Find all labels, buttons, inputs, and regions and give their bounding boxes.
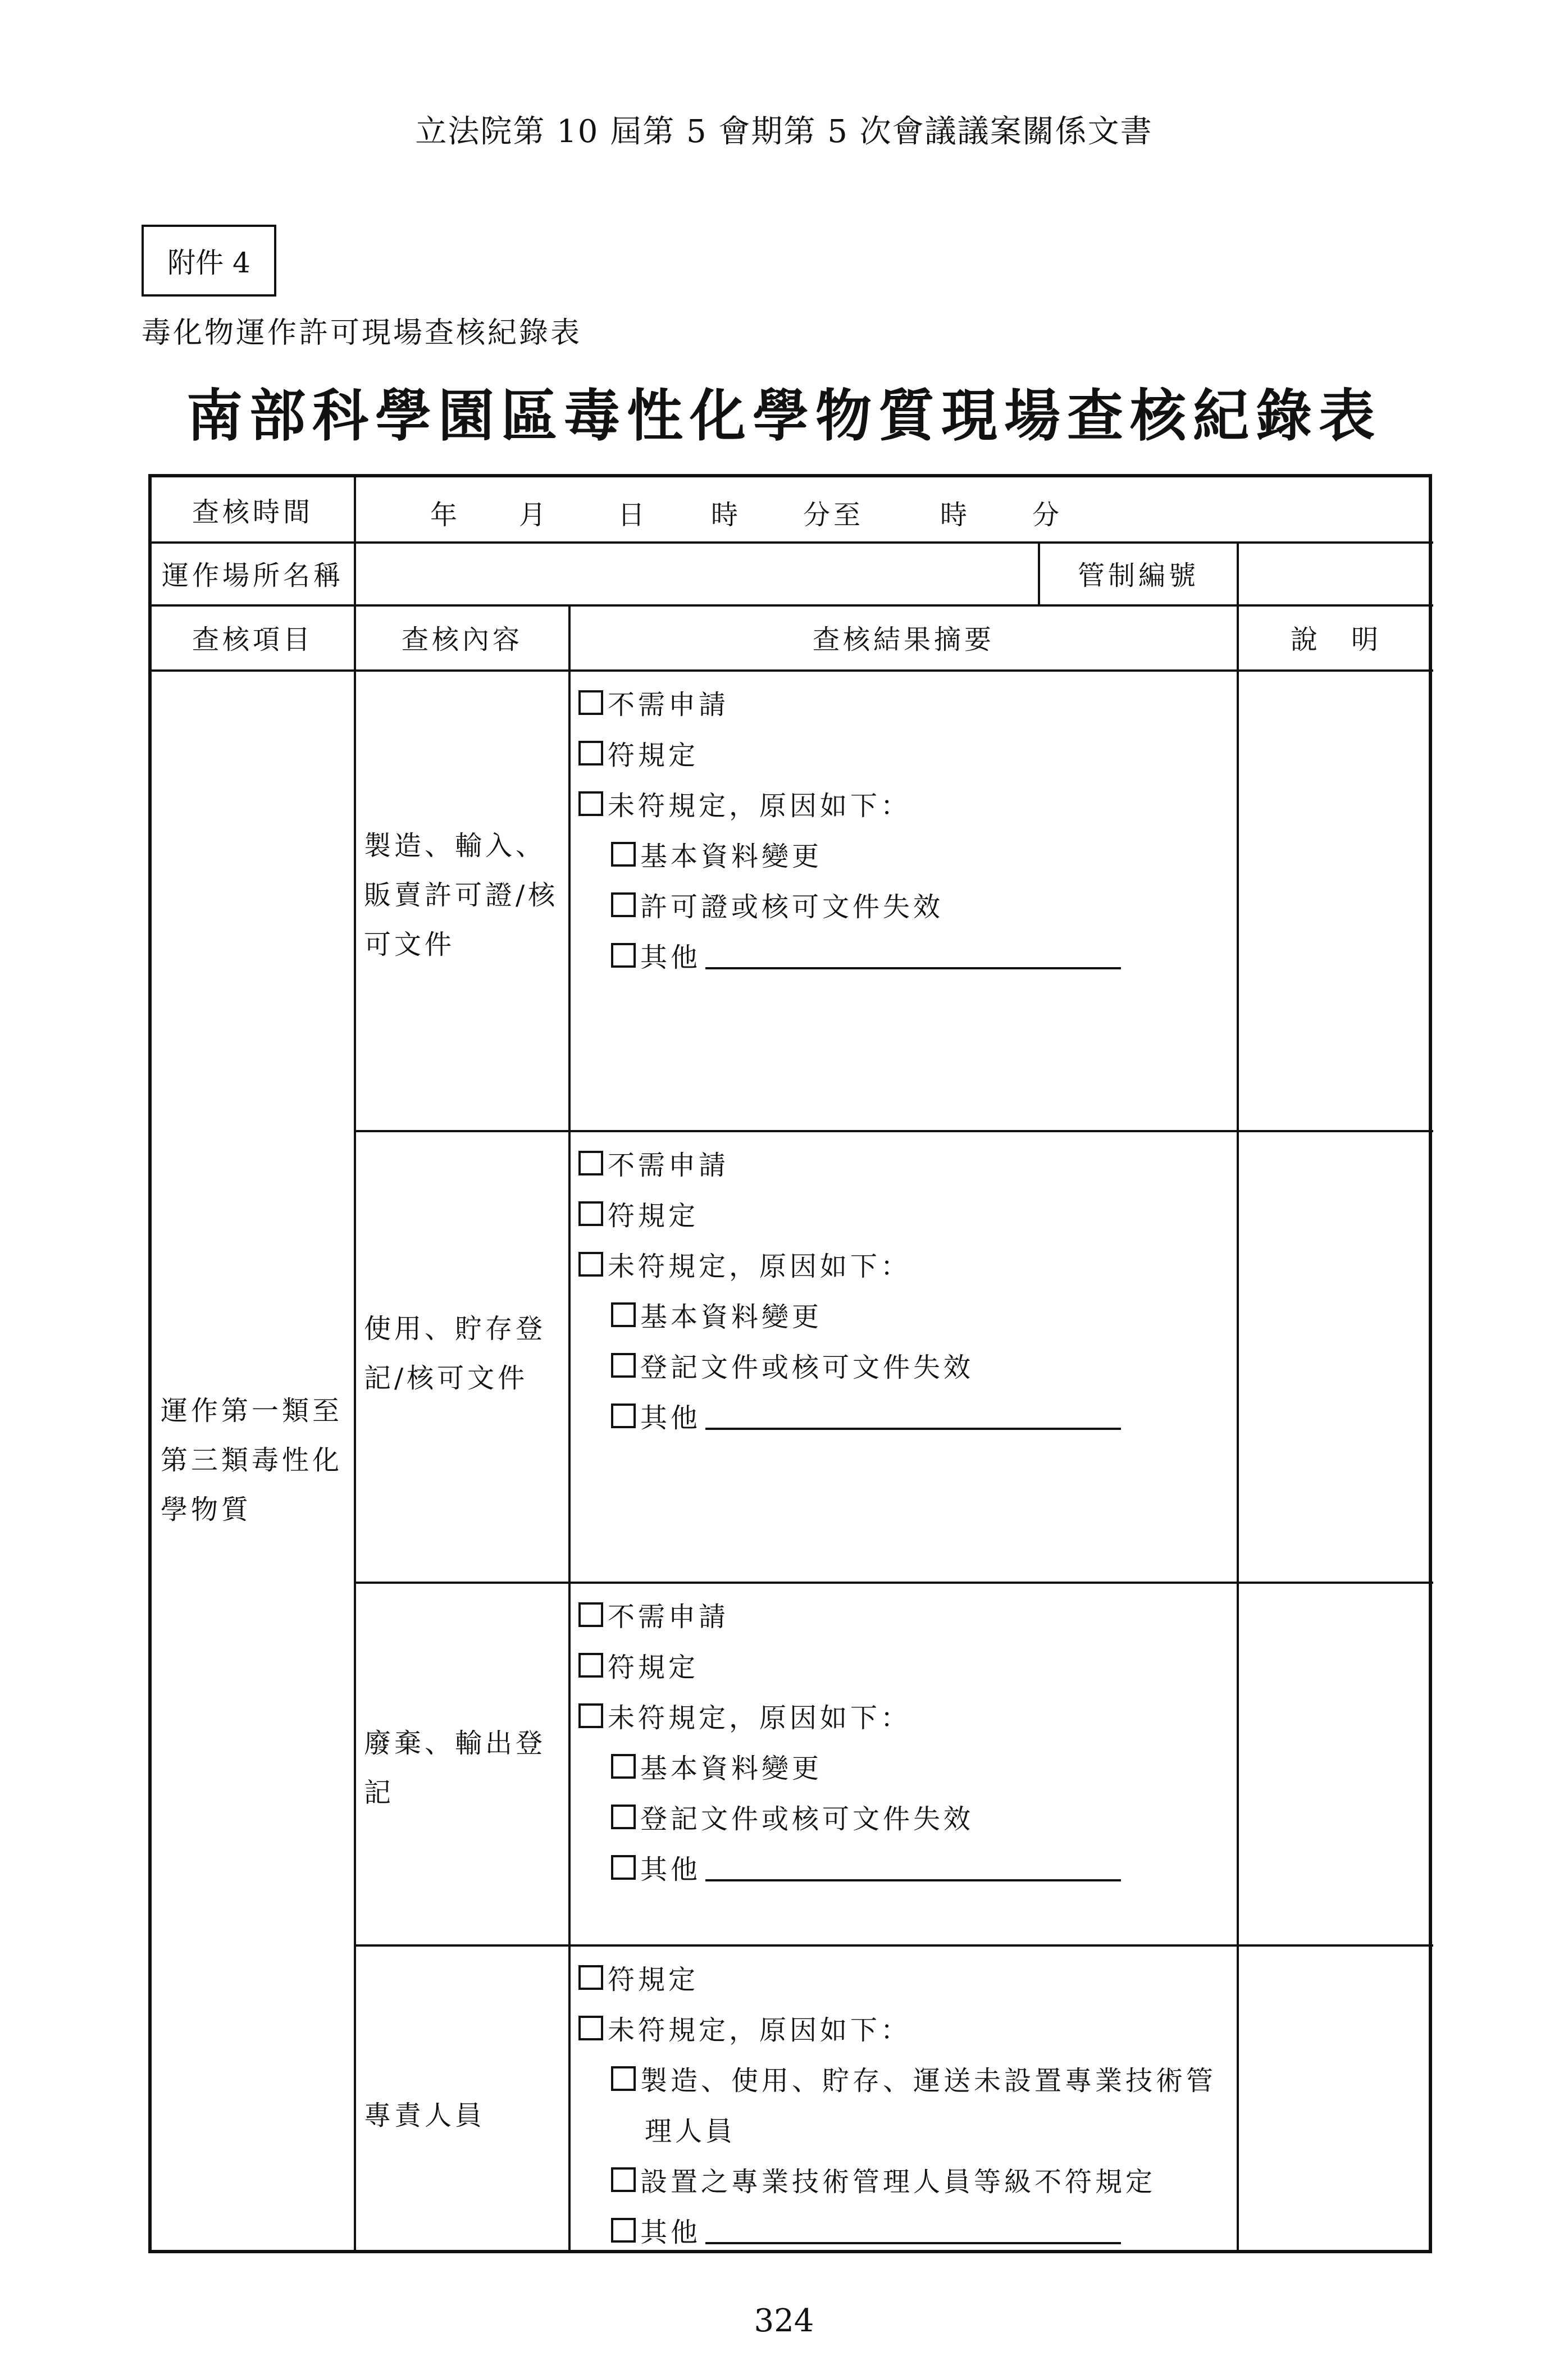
checkbox[interactable]	[578, 1653, 603, 1678]
checkbox[interactable]	[611, 1353, 636, 1378]
checkbox[interactable]	[578, 791, 603, 816]
s3-sub-basic-change[interactable]: 基本資料變更	[611, 1747, 822, 1785]
inspection-table	[148, 474, 1432, 2253]
time-label: 查核時間	[192, 496, 313, 528]
checkbox[interactable]	[611, 943, 636, 968]
s2-option-compliant[interactable]: 符規定	[578, 1194, 699, 1233]
s2-option-noncompliant[interactable]: 未符規定，原因如下：	[578, 1245, 911, 1283]
attachment-label: 附件 4	[142, 225, 276, 297]
other-fill-line[interactable]	[705, 1853, 1121, 1881]
s4-sub-level-mismatch[interactable]: 設置之專業技術管理人員等級不符規定	[611, 2160, 1156, 2199]
s1-option-noncompliant[interactable]: 未符規定，原因如下：	[578, 784, 911, 823]
s3-option-noncompliant[interactable]: 未符規定，原因如下：	[578, 1696, 911, 1735]
s1-sub-invalid[interactable]: 許可證或核可文件失效	[611, 885, 943, 924]
section-2-content: 使用、貯存登記/核可文件	[364, 1313, 546, 1394]
checkbox[interactable]	[578, 1965, 603, 1990]
s1-sub-basic-change[interactable]: 基本資料變更	[611, 835, 822, 873]
s3-sub-other[interactable]: 其他	[611, 1848, 1121, 1887]
s2-option-not-required[interactable]: 不需申請	[578, 1143, 729, 1182]
time-year: 年	[430, 499, 461, 531]
time-minute-end: 分	[1032, 499, 1063, 531]
s1-option-not-required[interactable]: 不需申請	[578, 683, 729, 722]
checkbox[interactable]	[611, 1754, 636, 1779]
checkbox[interactable]	[578, 1252, 603, 1277]
checkbox[interactable]	[611, 1855, 636, 1880]
s3-option-not-required[interactable]: 不需申請	[578, 1595, 729, 1634]
s4-sub-other[interactable]: 其他	[611, 2211, 1121, 2249]
section-1-content: 製造、輸入、販賣許可證/核可文件	[364, 830, 559, 960]
section-3-content: 廢棄、輸出登記	[364, 1728, 546, 1808]
form-label: 毒化物運作許可現場查核紀錄表	[142, 316, 582, 350]
checkbox[interactable]	[578, 1151, 603, 1175]
checkbox[interactable]	[611, 1302, 636, 1327]
site-name-label: 運作場所名稱	[161, 559, 344, 591]
col-remark-header: 說 明	[1290, 623, 1382, 655]
s3-option-compliant[interactable]: 符規定	[578, 1646, 699, 1684]
s2-sub-other[interactable]: 其他	[611, 1396, 1121, 1435]
s4-option-compliant[interactable]: 符規定	[578, 1958, 699, 1997]
other-fill-line[interactable]	[705, 941, 1121, 969]
checkbox[interactable]	[578, 1602, 603, 1627]
checkbox[interactable]	[611, 892, 636, 917]
section-4-content: 專責人員	[364, 2100, 486, 2131]
col-item-header: 查核項目	[192, 623, 313, 655]
page-title: 南部科學園區毒性化學物質現場查核紀錄表	[186, 382, 1382, 449]
checkbox[interactable]	[578, 690, 603, 715]
col-content-header: 查核內容	[401, 623, 523, 655]
s4-option-noncompliant[interactable]: 未符規定，原因如下：	[578, 2008, 911, 2047]
time-hour: 時	[711, 499, 742, 531]
checkbox[interactable]	[611, 1805, 636, 1829]
time-minute-to: 分至	[803, 499, 864, 531]
col-result-header: 查核結果摘要	[812, 623, 995, 655]
control-number-label: 管制編號	[1077, 559, 1199, 591]
document-header: 立法院第 10 屆第 5 會期第 5 次會議議案關係文書	[415, 113, 1153, 150]
s3-sub-invalid[interactable]: 登記文件或核可文件失效	[611, 1797, 974, 1836]
checkbox[interactable]	[578, 741, 603, 765]
checkbox[interactable]	[611, 2066, 636, 2091]
other-fill-line[interactable]	[705, 1402, 1121, 1430]
checkbox[interactable]	[611, 1404, 636, 1428]
s4-sub-no-manager[interactable]: 製造、使用、貯存、運送未設置專業技術管	[611, 2059, 1216, 2098]
s4-sub-continuation: 理人員	[645, 2116, 736, 2147]
checkbox[interactable]	[611, 2218, 636, 2243]
time-hour-end: 時	[940, 499, 971, 531]
s2-sub-invalid[interactable]: 登記文件或核可文件失效	[611, 1346, 974, 1384]
s1-option-compliant[interactable]: 符規定	[578, 733, 699, 772]
page-number: 324	[754, 2303, 814, 2339]
checkbox[interactable]	[578, 1703, 603, 1728]
checkbox[interactable]	[611, 2167, 636, 2192]
other-fill-line[interactable]	[705, 2216, 1121, 2244]
s1-sub-other[interactable]: 其他	[611, 936, 1121, 974]
time-month: 月	[519, 499, 550, 531]
checkbox[interactable]	[611, 842, 636, 867]
checkbox[interactable]	[578, 2016, 603, 2040]
checkbox[interactable]	[578, 1201, 603, 1226]
category-text: 運作第一類至第三類毒性化學物質	[161, 1395, 343, 1525]
s2-sub-basic-change[interactable]: 基本資料變更	[611, 1295, 822, 1334]
time-day: 日	[618, 499, 649, 531]
